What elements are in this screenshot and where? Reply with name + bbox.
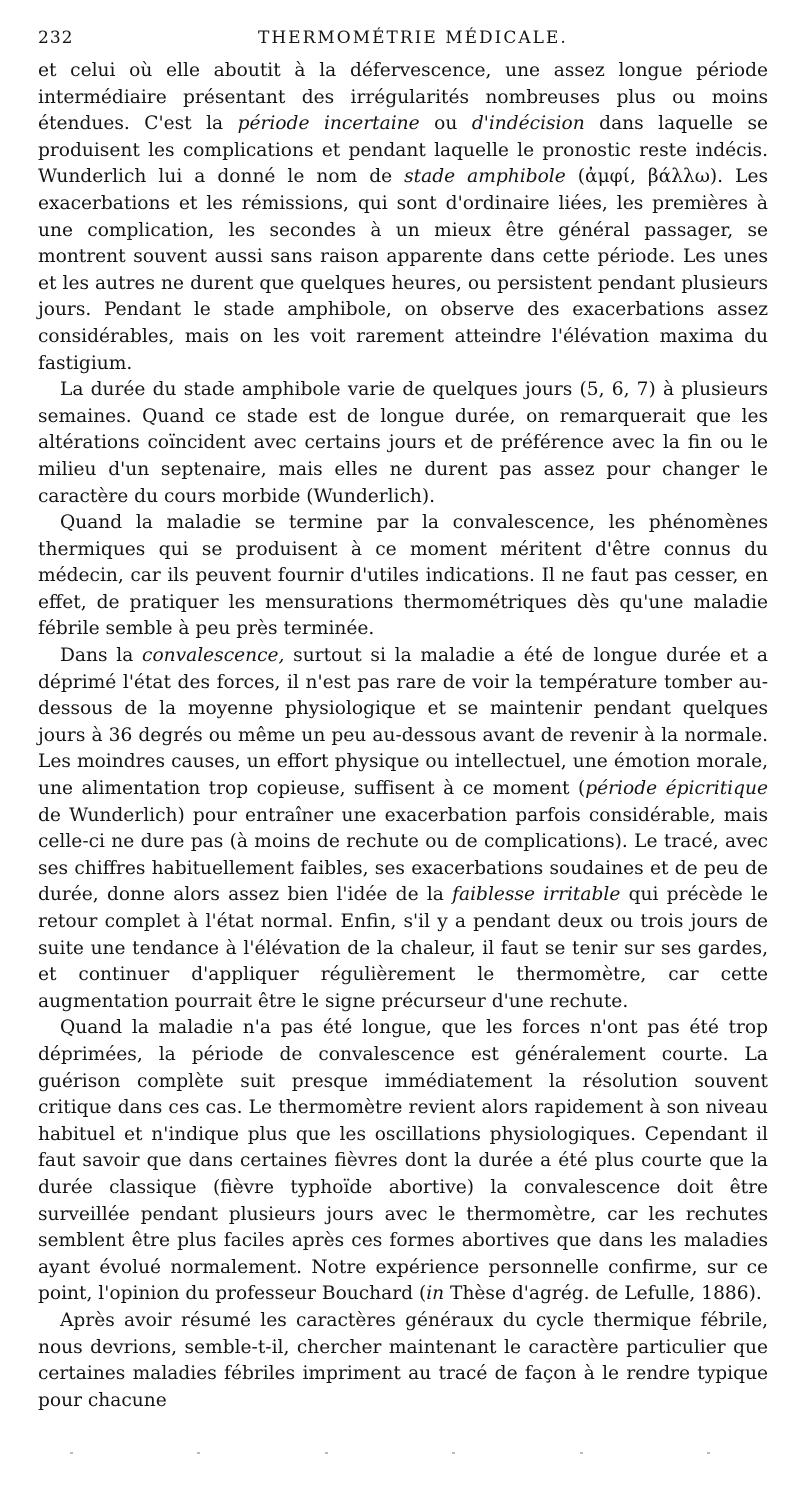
text-run: (ἀμφί, βάλλω). Les exacerbations et les rémissions, qui sont d'ordinaire liées, les premières à une complication, les secondes à un mieux être général passager, se montrent souvent aussi sans raison apparente dans cette période. Les unes et les autres ne durent que quelques heures, ou persistent pendant plusieurs jours. Pendant le stade amphibole, on observe des exacerbations assez considérables, mais on les voit rarement atteindre l'élévation maxima du fastigium. xyxy=(38,166,768,374)
text-run: qui précède le retour complet à l'état normal. Enfin, s'il y a pendant deux ou trois jours de suite une tendance à l'élévation de la chaleur, il faut se tenir sur ses gardes, et continuer d'appliquer régulièrement le thermomètre, car cette augmentation pourrait être le signe précurseur d'une rechute. xyxy=(38,884,768,1012)
italic-run: d'indécision xyxy=(471,113,585,135)
text-run: ou xyxy=(419,113,472,135)
text-run: Quand la maladie se termine par la convalescence, les phénomènes thermiques qui se produisent à ce moment méritent d'être connus du médecin, car ils peuvent fournir d'utiles indications. Il ne faut pas cesser, en effet, de pratiquer les mensurations thermométriques dès qu'une maladie fébrile semble à peu près terminée. xyxy=(38,512,768,640)
body-text xyxy=(38,58,768,1414)
speck xyxy=(197,1452,200,1454)
italic-run: période incertaine xyxy=(237,113,420,135)
italic-run: in xyxy=(426,1283,445,1305)
paragraph xyxy=(38,58,768,377)
italic-run: convalescence, xyxy=(142,645,285,667)
paragraph xyxy=(38,643,768,1015)
paragraph xyxy=(38,1308,768,1414)
paragraph xyxy=(38,377,768,510)
book-page xyxy=(38,28,768,1414)
text-run: dans laquelle se produisent les complications et pendant laquelle le pronostic reste indécis. Wunderlich lui a donné le nom de xyxy=(38,113,768,188)
speck xyxy=(70,1452,73,1454)
text-run: Thèse d'agrég. de Lefulle, 1886). xyxy=(444,1283,762,1305)
text-run: et celui où elle aboutit à la défervescence, une assez longue période intermédiaire présentant des irrégularités nombreuses plus ou moins étendues. C'est la xyxy=(38,60,768,135)
text-run: La durée du stade amphibole varie de quelques jours (5, 6, 7) à plusieurs semaines. Quand ce stade est de longue durée, on remarquerait que les altérations coïncident avec certains jours et de préférence avec la fin ou le milieu d'un septenaire, mais elles ne durent pas assez pour changer le caractère du cours morbide (Wunderlich). xyxy=(38,379,768,507)
italic-run: stade amphibole xyxy=(404,166,566,188)
page-footer-marks xyxy=(70,1452,710,1454)
text-run: Quand la maladie n'a pas été longue, que les forces n'ont pas été trop déprimées, la période de convalescence est généralement courte. La guérison complète suit presque immédiatement la résolution souvent critique dans ces cas. Le thermomètre revient alors rapidement à son niveau habituel et n'indique plus que les oscillations physiologiques. Cependant il faut savoir que dans certaines fièvres dont la durée a été plus courte que la durée classique (fièvre typhoïde abortive) la convalescence doit être surveillée pendant plusieurs jours avec le thermomètre, car les rechutes semblent être plus faciles après ces formes abortives que dans les maladies ayant évolué normalement. Notre expérience personnelle confirme, sur ce point, l'opinion du professeur Bouchard ( xyxy=(38,1017,768,1305)
speck xyxy=(580,1452,583,1454)
page-number: 232 xyxy=(38,28,74,48)
text-run: surtout si la maladie a été de longue durée et a déprimé l'état des forces, il n'est pas rare de voir la température tomber au-dessous de la moyenne physiologique et se maintenir pendant quelques jours à 36 degrés ou même un peu au-dessous avant de revenir à la normale. Les moindres causes, un effort physique ou intellectuel, une émotion morale, une alimentation trop copieuse, suffisent à ce moment ( xyxy=(38,645,768,800)
running-title: THERMOMÉTRIE MÉDICALE. xyxy=(258,28,568,48)
italic-run: faiblesse irritable xyxy=(452,884,621,906)
speck xyxy=(452,1452,455,1454)
speck xyxy=(707,1452,710,1454)
text-run: Dans la xyxy=(60,645,143,667)
speck xyxy=(325,1452,328,1454)
text-run: de Wunderlich) pour entraîner une exacerbation parfois considérable, mais celle-ci ne dure pas (à moins de rechute ou de complications). Le tracé, avec ses chiffres habituellement faibles, ses exacerbations soudaines et de peu de durée, donne alors assez bien l'idée de la xyxy=(38,804,768,906)
text-run: Après avoir résumé les caractères généraux du cycle thermique fébrile, nous devrions, semble-t-il, chercher maintenant le caractère particulier que certaines maladies fébriles impriment au tracé de façon à le rendre typique pour chacune xyxy=(38,1309,768,1411)
paragraph xyxy=(38,1015,768,1308)
italic-run: période épicritique xyxy=(585,778,768,800)
page-header xyxy=(38,28,768,58)
paragraph xyxy=(38,510,768,643)
